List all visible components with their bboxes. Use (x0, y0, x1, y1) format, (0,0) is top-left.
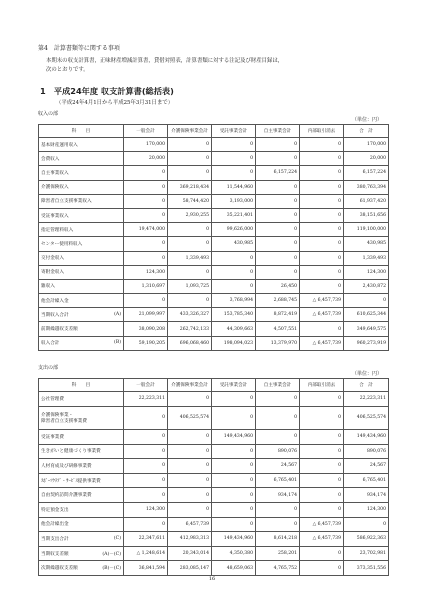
column-header: 科 目 (39, 379, 124, 392)
table-row (39, 406, 389, 429)
column-header: 受託事業会計 (212, 379, 256, 392)
cell-value: 0 (168, 223, 212, 237)
table-row (39, 294, 389, 308)
cell-value: 1,339,493 (168, 251, 212, 265)
cell-value: 0 (124, 166, 168, 180)
income-header-row (39, 125, 389, 138)
cell-value: △ 6,457,739 (300, 308, 344, 322)
cell-value: 0 (124, 406, 168, 429)
column-header: 内部取引消去 (300, 125, 344, 138)
cell-value: 19,474,000 (124, 223, 168, 237)
cell-value: 24,567 (344, 459, 389, 474)
cell-value: 0 (256, 517, 300, 532)
row-label-text: 寄附金収入 (41, 270, 64, 276)
cell-value: 610,625,344 (344, 308, 389, 322)
cell-value: 4,350,380 (212, 546, 256, 561)
expense-unit: （単位：円） (352, 371, 383, 377)
row-label-text: センター使用料収入 (41, 241, 83, 247)
cell-value: 0 (168, 444, 212, 459)
cell-value: 0 (212, 488, 256, 503)
cell-value: 0 (124, 488, 168, 503)
cell-value: 373,351,556 (344, 561, 389, 576)
cell-value: 0 (256, 138, 300, 152)
cell-value: 0 (124, 459, 168, 474)
cell-value: 8,614,218 (256, 532, 300, 547)
cell-value: 6,157,224 (256, 166, 300, 180)
cell-value: 149,434,960 (212, 532, 256, 547)
cell-value: 0 (300, 152, 344, 166)
cell-value: 0 (256, 208, 300, 222)
cell-value: 23,702,981 (344, 546, 389, 561)
cell-value: 0 (300, 180, 344, 194)
cell-value: 0 (256, 194, 300, 208)
row-label (39, 251, 124, 265)
cell-value: 153,785,340 (212, 308, 256, 322)
cell-value: 48,659,063 (212, 561, 256, 576)
cell-value: 412,983,313 (168, 532, 212, 547)
cell-value: 0 (256, 180, 300, 194)
cell-value: 4,765,752 (256, 561, 300, 576)
cell-value: 0 (124, 237, 168, 251)
table-row (39, 546, 389, 561)
cell-value: 58,744,420 (168, 194, 212, 208)
table-row (39, 444, 389, 459)
row-label-text: 他会計繰出金 (41, 522, 69, 528)
row-label (39, 532, 124, 547)
table-row (39, 194, 389, 208)
row-label-text: 収入合計 (41, 341, 60, 347)
row-label-text: 雑収入 (41, 284, 55, 290)
cell-value: 0 (256, 502, 300, 517)
row-label-text: 介護保険収入 (41, 185, 69, 191)
row-label (39, 488, 124, 503)
table-row (39, 459, 389, 474)
cell-value: 124,300 (344, 502, 389, 517)
cell-value: 22,347,611 (124, 532, 168, 547)
cell-value: △ 6,457,739 (300, 294, 344, 308)
cell-value: 0 (300, 322, 344, 336)
cell-value: △ 6,457,739 (300, 336, 344, 350)
cell-value: 0 (168, 488, 212, 503)
table-row (39, 429, 389, 444)
row-label-text: 会費収入 (41, 156, 60, 162)
row-label-text-2: 障害者自立支援事業費 (41, 418, 87, 424)
table-row (39, 251, 389, 265)
cell-value: 0 (212, 444, 256, 459)
cell-value: 0 (300, 138, 344, 152)
cell-value: 22,223,311 (124, 392, 168, 407)
cell-value: 0 (300, 265, 344, 279)
table-row (39, 561, 389, 576)
cell-value: 35,221,401 (212, 208, 256, 222)
table-row (39, 532, 389, 547)
cell-value: 0 (212, 392, 256, 407)
cell-value: 406,525,574 (344, 406, 389, 429)
row-label (39, 194, 124, 208)
cell-value: 0 (300, 223, 344, 237)
column-header: 合 計 (344, 125, 389, 138)
cell-value: 0 (124, 517, 168, 532)
row-label (39, 152, 124, 166)
cell-value: 11,544,960 (212, 180, 256, 194)
row-label-text: 当期収入合計 (41, 312, 69, 318)
cell-value: 198,094,023 (212, 336, 256, 350)
cell-value: 0 (300, 561, 344, 576)
cell-value: 349,649,575 (344, 322, 389, 336)
cell-value: 20,000 (344, 152, 389, 166)
cell-value: 283,085,147 (168, 561, 212, 576)
row-label (39, 406, 124, 429)
table-row (39, 473, 389, 488)
expense-header-row (39, 379, 389, 392)
column-header: 一般会計 (124, 379, 168, 392)
column-header: 介護保険事業会計 (168, 125, 212, 138)
cell-value: 0 (212, 473, 256, 488)
cell-value: 149,434,960 (344, 429, 389, 444)
cell-value: 0 (300, 194, 344, 208)
cell-value: 0 (344, 517, 389, 532)
table-row (39, 392, 389, 407)
cell-value: 0 (256, 265, 300, 279)
cell-value: 20,343,014 (168, 546, 212, 561)
cell-value: 0 (300, 459, 344, 474)
row-label-text: 交付金収入 (41, 256, 64, 262)
cell-value: 0 (212, 251, 256, 265)
table-row (39, 502, 389, 517)
cell-value: 0 (212, 459, 256, 474)
cell-value: 3,193,000 (212, 194, 256, 208)
cell-value: 0 (300, 392, 344, 407)
cell-value: 6,765,401 (256, 473, 300, 488)
cell-value: 0 (212, 406, 256, 429)
cell-value: 430,985 (212, 237, 256, 251)
cell-value: 0 (300, 279, 344, 293)
cell-value: 44,309,663 (212, 322, 256, 336)
cell-value: 0 (168, 166, 212, 180)
cell-value: 6,765,401 (344, 473, 389, 488)
column-header: 一般会計 (124, 125, 168, 138)
cell-value: 2,930,255 (168, 208, 212, 222)
cell-value: 2,430,872 (344, 279, 389, 293)
cell-value: 0 (256, 392, 300, 407)
row-mark: (A) (114, 311, 121, 317)
row-label (39, 502, 124, 517)
cell-value: 0 (124, 251, 168, 265)
row-mark: (C) (113, 535, 121, 541)
table-row (39, 279, 389, 293)
cell-value: 890,076 (256, 444, 300, 459)
cell-value: 0 (300, 546, 344, 561)
cell-value: 0 (168, 473, 212, 488)
cell-value: 38,151,656 (344, 208, 389, 222)
cell-value: 61,937,420 (344, 194, 389, 208)
row-label-text: 指定管理料収入 (41, 227, 74, 233)
cell-value: 0 (256, 429, 300, 444)
column-header: 科 目 (39, 125, 124, 138)
cell-value: 0 (300, 166, 344, 180)
income-unit: （単位：円） (352, 117, 383, 123)
cell-value: 0 (168, 152, 212, 166)
cell-value: 0 (124, 208, 168, 222)
cell-value: 258,201 (256, 546, 300, 561)
row-label (39, 473, 124, 488)
intro-line-2: 次のとおりです。 (46, 66, 89, 73)
cell-value: 586,922,363 (344, 532, 389, 547)
row-label (39, 546, 124, 561)
cell-value: 0 (124, 194, 168, 208)
row-label (39, 444, 124, 459)
row-label (39, 208, 124, 222)
cell-value: 2,688,745 (256, 294, 300, 308)
cell-value: 0 (212, 517, 256, 532)
cell-value: 0 (124, 444, 168, 459)
cell-value: 0 (212, 502, 256, 517)
cell-value: 1,310,697 (124, 279, 168, 293)
row-mark: (B) (114, 340, 121, 346)
cell-value: 0 (256, 223, 300, 237)
column-header: 自主事業会計 (256, 379, 300, 392)
statement-heading: 1 平成24年度 収支計算書(総括表) (40, 86, 174, 96)
cell-value: 1,339,493 (344, 251, 389, 265)
cell-value: 24,567 (256, 459, 300, 474)
cell-value: 0 (300, 237, 344, 251)
table-row (39, 138, 389, 152)
cell-value: 4,507,551 (256, 322, 300, 336)
row-label-text: 受託事業収入 (41, 213, 69, 219)
row-label (39, 459, 124, 474)
row-label (39, 166, 124, 180)
table-row (39, 265, 389, 279)
cell-value: 369,218,434 (168, 180, 212, 194)
row-mark: (A)－(C) (102, 551, 121, 557)
column-header: 内部取引消去 (300, 379, 344, 392)
cell-value: 3,768,994 (212, 294, 256, 308)
row-label (39, 308, 124, 322)
row-label (39, 429, 124, 444)
cell-value: 0 (300, 406, 344, 429)
cell-value: 0 (124, 473, 168, 488)
cell-value: 36,841,594 (124, 561, 168, 576)
row-label-text: 当期収支差額 (41, 551, 69, 557)
section-title: 第4 計算書類等に関する事項 (38, 45, 120, 52)
cell-value: 0 (256, 237, 300, 251)
row-label-text: 他会計繰入金 (41, 298, 69, 304)
row-label-text: 障害者自立支援事業収入 (41, 199, 92, 205)
statement-period: （平成24年4月1日から平成25年3月31日まで） (56, 100, 174, 106)
cell-value: 262,742,133 (168, 322, 212, 336)
cell-value: 0 (124, 429, 168, 444)
cell-value: 433,326,327 (168, 308, 212, 322)
row-label-text: 特定預金支出 (41, 507, 69, 513)
cell-value: 0 (168, 138, 212, 152)
row-label (39, 180, 124, 194)
column-header: 自主事業会計 (256, 125, 300, 138)
row-label-text: 前期繰越収支差額 (41, 327, 78, 333)
column-header: 介護保険事業会計 (168, 379, 212, 392)
cell-value: 380,763,394 (344, 180, 389, 194)
row-label (39, 322, 124, 336)
cell-value: 0 (256, 152, 300, 166)
row-label-text: ｽﾎﾟｰﾂｸﾗﾌﾞ・ｻｰﾋﾞｽ提供事業費 (41, 478, 101, 484)
cell-value: △ 6,457,739 (300, 517, 344, 532)
cell-value: 38,090,208 (124, 322, 168, 336)
table-row (39, 336, 389, 350)
cell-value: 0 (212, 279, 256, 293)
cell-value: △ 1,248,614 (124, 546, 168, 561)
cell-value: 0 (300, 502, 344, 517)
cell-value: 934,174 (256, 488, 300, 503)
cell-value: 8,872,419 (256, 308, 300, 322)
row-label-text: 自由契約訪問介護事業費 (41, 493, 92, 499)
table-row (39, 180, 389, 194)
cell-value: 0 (256, 406, 300, 429)
table-row (39, 223, 389, 237)
table-row (39, 166, 389, 180)
row-label (39, 336, 124, 350)
cell-value: 0 (168, 294, 212, 308)
column-header: 受託事業会計 (212, 125, 256, 138)
intro-line-1: 本期末の収支計算書，正味財産増減計算書，貸借対照表，計算書類に対する注記及び財産目録は， (46, 58, 284, 64)
cell-value: 124,300 (344, 265, 389, 279)
row-label-text: 生きがいと健康づくり事業費 (41, 449, 101, 455)
row-label-text: 基本財産運用収入 (41, 142, 78, 148)
cell-value: 124,300 (124, 265, 168, 279)
income-caption: 収入の部 (38, 111, 59, 117)
expense-caption: 支出の部 (38, 365, 59, 371)
cell-value: 99,626,000 (212, 223, 256, 237)
cell-value: 59,190,205 (124, 336, 168, 350)
table-row (39, 517, 389, 532)
cell-value: 934,174 (344, 488, 389, 503)
cell-value: 0 (300, 251, 344, 265)
cell-value: 6,157,224 (344, 166, 389, 180)
cell-value: 0 (212, 138, 256, 152)
cell-value: 13,379,970 (256, 336, 300, 350)
row-label-text: 公社管理費 (41, 396, 64, 402)
cell-value: 0 (168, 502, 212, 517)
cell-value: 0 (300, 208, 344, 222)
cell-value: 406,525,574 (168, 406, 212, 429)
page-number: 16 (208, 576, 216, 582)
table-row (39, 322, 389, 336)
cell-value: 696,068,460 (168, 336, 212, 350)
cell-value: 0 (124, 294, 168, 308)
row-label (39, 138, 124, 152)
table-row (39, 152, 389, 166)
row-label-text: 自主事業収入 (41, 170, 69, 176)
row-label (39, 223, 124, 237)
cell-value: 149,434,960 (212, 429, 256, 444)
cell-value: 26,450 (256, 279, 300, 293)
cell-value: 21,099,997 (124, 308, 168, 322)
row-label (39, 392, 124, 407)
income-table (38, 124, 389, 351)
cell-value: 960,273,919 (344, 336, 389, 350)
cell-value: 0 (168, 265, 212, 279)
table-row (39, 308, 389, 322)
cell-value: 119,100,000 (344, 223, 389, 237)
cell-value: 1,093,725 (168, 279, 212, 293)
cell-value: 170,000 (344, 138, 389, 152)
cell-value: 0 (256, 251, 300, 265)
cell-value: 890,076 (344, 444, 389, 459)
row-label (39, 237, 124, 251)
cell-value: 0 (168, 429, 212, 444)
cell-value: 0 (300, 429, 344, 444)
row-label-text: 人材育成及び研修事業費 (41, 463, 92, 469)
cell-value: 6,457,739 (168, 517, 212, 532)
row-label (39, 517, 124, 532)
cell-value: 0 (212, 166, 256, 180)
cell-value: 0 (212, 265, 256, 279)
row-label-text: 当期支出合計 (41, 536, 69, 542)
row-label-text: 介護保険事業・ (41, 412, 74, 418)
cell-value: 0 (300, 473, 344, 488)
cell-value: 0 (168, 237, 212, 251)
row-label (39, 294, 124, 308)
row-label-text: 受託事業費 (41, 434, 64, 440)
row-label-text: 次期繰越収支差額 (41, 566, 78, 572)
cell-value: △ 6,457,739 (300, 532, 344, 547)
cell-value: 0 (124, 180, 168, 194)
cell-value: 0 (168, 392, 212, 407)
cell-value: 22,223,311 (344, 392, 389, 407)
cell-value: 20,000 (124, 152, 168, 166)
cell-value: 0 (168, 459, 212, 474)
cell-value: 0 (344, 294, 389, 308)
table-row (39, 488, 389, 503)
row-mark: (B)－(C) (102, 566, 121, 572)
row-label (39, 279, 124, 293)
cell-value: 0 (212, 152, 256, 166)
table-row (39, 208, 389, 222)
cell-value: 170,000 (124, 138, 168, 152)
column-header: 合 計 (344, 379, 389, 392)
row-label (39, 561, 124, 576)
cell-value: 430,985 (344, 237, 389, 251)
table-row (39, 237, 389, 251)
cell-value: 0 (300, 444, 344, 459)
expense-table (38, 378, 389, 576)
row-label (39, 265, 124, 279)
cell-value: 124,300 (124, 502, 168, 517)
cell-value: 0 (300, 488, 344, 503)
intro-text (46, 57, 391, 74)
